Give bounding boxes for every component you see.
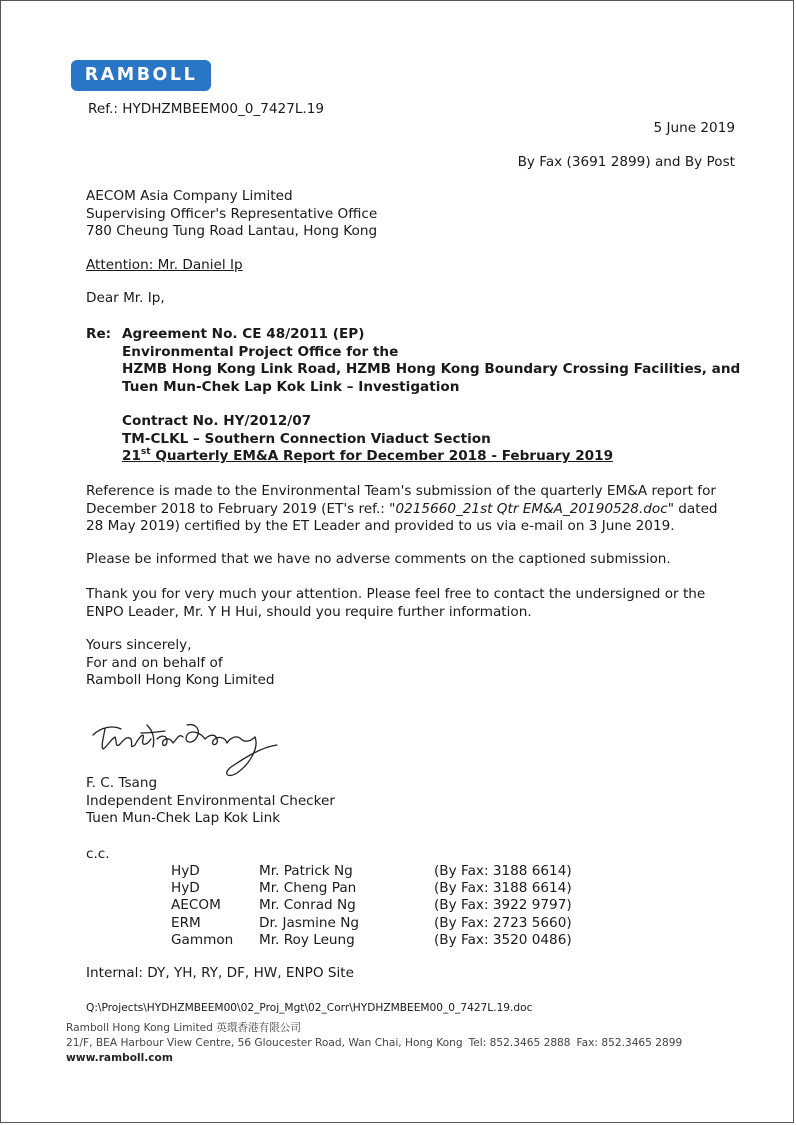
subject-line-4: Tuen Mun-Chek Lap Kok Link – Investigation <box>122 378 460 395</box>
para3-line-1: Thank you for very much your attention. Please feel free to contact the undersigned or the <box>86 586 706 602</box>
report-number: 21 <box>122 448 141 464</box>
report-title <box>122 448 613 466</box>
report-ordinal: st <box>140 447 151 457</box>
recipient-address <box>86 188 377 241</box>
para3-line-2: ENPO Leader, Mr. Y H Hui, should you require further information. <box>86 603 532 620</box>
cc-row <box>171 879 572 896</box>
para1-line-2-end: " dated <box>667 500 718 517</box>
recipient-line-2: Supervising Officer's Representative Office <box>86 205 378 222</box>
cc-row <box>171 862 572 879</box>
para1-line-2-start: December 2018 to February 2019 (ET's ref.: " <box>86 500 396 517</box>
cc-fax: (By Fax: 2723 5660) <box>434 914 572 931</box>
body-paragraph-1 <box>86 483 738 536</box>
footer-fax: Fax: 852.3465 2899 <box>576 1037 683 1049</box>
signer-block <box>86 775 335 828</box>
footer-contact <box>66 1036 682 1051</box>
footer-address: 21/F, BEA Harbour View Centre, 56 Gloucester Road, Wan Chai, Hong Kong <box>66 1037 463 1049</box>
cc-fax: (By Fax: 3188 6614) <box>434 879 572 896</box>
para1-line-3: 28 May 2019) certified by the ET Leader and provided to us via e-mail on 3 June 2019. <box>86 518 675 534</box>
cc-org: ERM <box>171 914 201 931</box>
cc-name: Dr. Jasmine Ng <box>259 914 359 931</box>
footer-company: Ramboll Hong Kong Limited 英環香港有限公司 <box>66 1022 301 1034</box>
subject-line-2: Environmental Project Office for the <box>122 343 399 360</box>
cc-fax: (By Fax: 3520 0486) <box>434 931 572 948</box>
cc-org: AECOM <box>171 897 221 914</box>
cc-org: HyD <box>171 879 200 896</box>
closing-line-1: Yours sincerely, <box>86 637 192 653</box>
cc-fax: (By Fax: 3188 6614) <box>434 862 572 879</box>
subject-block <box>122 326 740 396</box>
cc-label: c.c. <box>86 846 110 862</box>
cc-org: HyD <box>171 862 200 879</box>
cc-name: Mr. Roy Leung <box>259 931 355 948</box>
handwritten-signature <box>91 717 291 782</box>
letter-date: 5 June 2019 <box>653 120 735 136</box>
delivery-method: By Fax (3691 2899) and By Post <box>517 154 735 170</box>
closing-block <box>86 637 274 690</box>
re-label: Re: <box>86 326 112 342</box>
contract-block <box>122 413 613 466</box>
internal-distribution: Internal: DY, YH, RY, DF, HW, ENPO Site <box>86 965 354 981</box>
cc-row <box>171 931 572 948</box>
cc-name: Mr. Cheng Pan <box>259 879 357 896</box>
ramboll-logo: RAMBOLL <box>71 60 211 91</box>
cc-row <box>171 897 572 914</box>
cc-list <box>171 862 572 948</box>
signer-name: F. C. Tsang <box>86 775 158 791</box>
salutation: Dear Mr. Ip, <box>86 290 165 306</box>
closing-line-2: For and on behalf of <box>86 654 223 671</box>
footer-website: www.ramboll.com <box>66 1052 173 1064</box>
signer-title: Independent Environmental Checker <box>86 792 335 809</box>
recipient-line-1: AECOM Asia Company Limited <box>86 188 293 204</box>
footer-tel: Tel: 852.3465 2888 <box>468 1037 571 1049</box>
body-paragraph-3 <box>86 586 738 621</box>
contract-line-2: TM-CLKL – Southern Connection Viaduct Section <box>122 430 491 447</box>
cc-name: Mr. Patrick Ng <box>259 862 353 879</box>
et-file-reference: 0215660_21st Qtr EM&A_20190528.doc <box>395 500 668 517</box>
subject-line-3: HZMB Hong Kong Link Road, HZMB Hong Kong Boundary Crossing Facilities, and <box>122 361 741 377</box>
reference-number: Ref.: HYDHZMBEEM00_0_7427L.19 <box>88 101 325 117</box>
cc-fax: (By Fax: 3922 9797) <box>434 897 572 914</box>
attention-line: Attention: Mr. Daniel Ip <box>86 257 243 273</box>
file-path: Q:\Projects\HYDHZMBEEM00\02_Proj_Mgt\02_Corr\HYDHZMBEEM00_0_7427L.19.doc <box>86 1002 533 1014</box>
recipient-line-3: 780 Cheung Tung Road Lantau, Hong Kong <box>86 223 378 239</box>
signer-project: Tuen Mun-Chek Lap Kok Link <box>86 810 281 826</box>
para1-line-1: Reference is made to the Environmental Team's submission of the quarterly EM&A report for <box>86 483 716 499</box>
report-title-rest: Quarterly EM&A Report for December 2018 - February 2019 <box>150 448 614 464</box>
closing-line-3: Ramboll Hong Kong Limited <box>86 672 275 688</box>
cc-org: Gammon <box>171 931 234 948</box>
contract-line-1: Contract No. HY/2012/07 <box>122 413 312 429</box>
letterhead-footer <box>66 1021 682 1066</box>
body-paragraph-2: Please be informed that we have no adverse comments on the captioned submission. <box>86 551 671 567</box>
subject-line-1: Agreement No. CE 48/2011 (EP) <box>122 326 365 342</box>
para1-line-2 <box>86 501 738 519</box>
cc-row <box>171 914 572 931</box>
cc-name: Mr. Conrad Ng <box>259 897 356 914</box>
